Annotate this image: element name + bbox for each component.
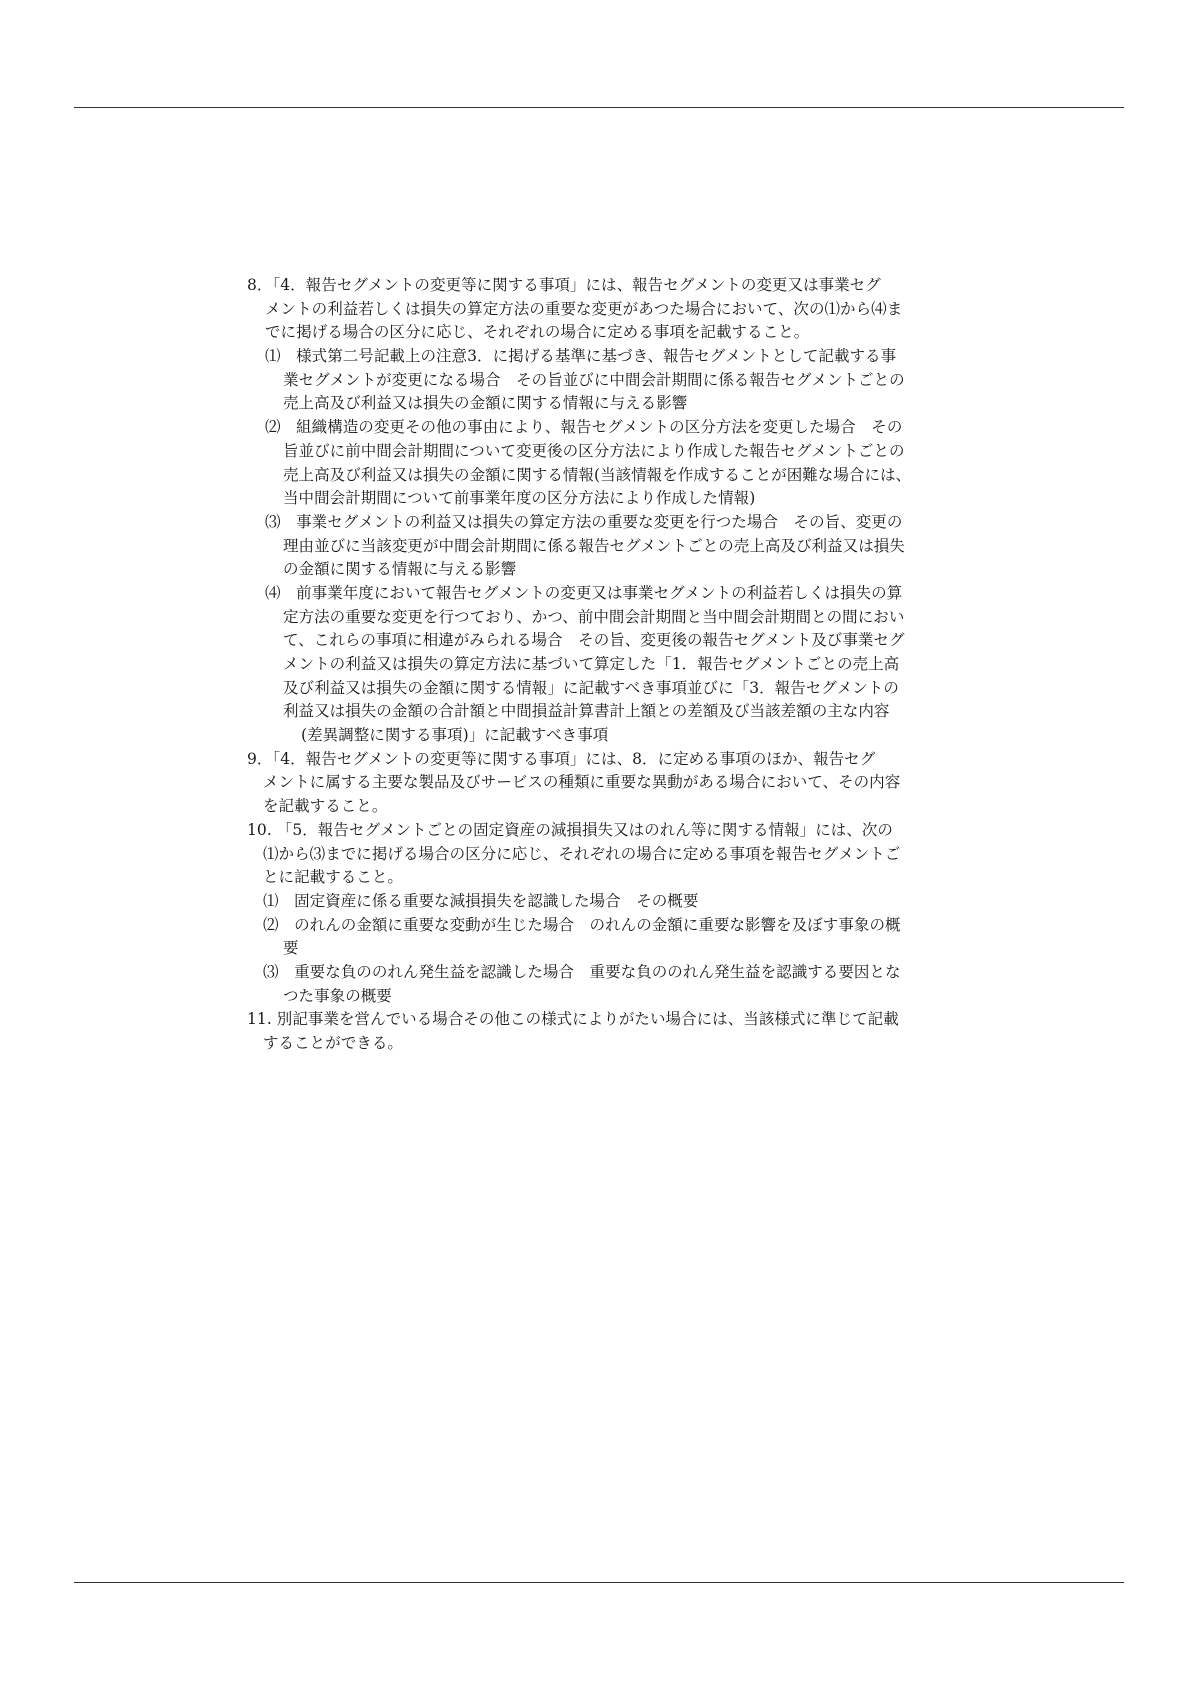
item-10-sub-1-line: ⑴ 固定資産に係る重要な減損損失を認識した場合 その概要	[263, 891, 699, 910]
item-8-sub-3-line: ⑶ 事業セグメントの利益又は損失の算定方法の重要な変更を行つた場合 その旨、変更の	[265, 512, 903, 531]
item-8-sub-1-line: 売上高及び利益又は損失の金額に関する情報に与える影響	[283, 394, 688, 413]
item-8-sub-3-line: 理由並びに当該変更が中間会計期間に係る報告セグメントごとの売上高及び利益又は損失	[283, 536, 905, 555]
item-8-sub-4-line: 定方法の重要な変更を行つており、かつ、前中間会計期間と当中間会計期間との間におい	[283, 607, 905, 626]
item-9-line: 9．「4．報告セグメントの変更等に関する事項」には、8．に定める事項のほか、報告セグ	[247, 749, 876, 768]
item-10-sub-2-line: 要	[283, 939, 299, 958]
item-8-sub-2-line: 旨並びに前中間会計期間について変更後の区分方法により作成した報告セグメントごとの	[283, 441, 905, 460]
item-10-line: ⑴から⑶までに掲げる場合の区分に応じ、それぞれの場合に定める事項を報告セグメントご	[263, 844, 901, 863]
item-10-line: 10. 「5．報告セグメントごとの固定資産の減損損失又はのれん等に関する情報」には、次の	[247, 820, 893, 839]
header-rule	[74, 107, 1124, 108]
item-11-line: 11. 別記事業を営んでいる場合その他この様式によりがたい場合には、当該様式に準じて記載	[247, 1010, 899, 1029]
item-8-sub-4-line: メントの利益又は損失の算定方法に基づいて算定した「1．報告セグメントごとの売上高	[283, 655, 900, 673]
item-8-sub-4-line: 利益又は損失の金額の合計額と中間損益計算書計上額との差額及び当該差額の主な内容	[283, 702, 890, 721]
item-8-sub-4-line: ⑷ 前事業年度において報告セグメントの変更又は事業セグメントの利益若しくは損失の算	[265, 583, 903, 602]
item-8-sub-2-line: ⑵ 組織構造の変更その他の事由により、報告セグメントの区分方法を変更した場合 その	[265, 418, 903, 437]
item-8-sub-4-line: (差異調整に関する事項)」に記載すべき事項	[301, 726, 609, 745]
document-body	[247, 274, 952, 1056]
item-8-sub-4-line: 及び利益又は損失の金額に関する情報」に記載すべき事項並びに「3．報告セグメントの	[283, 678, 899, 697]
item-11-line: することができる。	[263, 1034, 403, 1052]
item-8-sub-2-line: 売上高及び利益又は損失の金額に関する情報(当該情報を作成することが困難な場合には、	[283, 465, 912, 484]
item-8-sub-1-line: 業セグメントが変更になる場合 その旨並びに中間会計期間に係る報告セグメントごとの	[283, 370, 905, 389]
item-8-sub-3-line: の金額に関する情報に与える影響	[283, 560, 517, 579]
item-8-line: でに掲げる場合の区分に応じ、それぞれの場合に定める事項を記載すること。	[265, 323, 810, 342]
item-10-sub-3-line: つた事象の概要	[283, 986, 392, 1005]
item-10-sub-2-line: ⑵ のれんの金額に重要な変動が生じた場合 のれんの金額に重要な影響を及ぼす事象の概	[263, 915, 901, 934]
item-9-line: メントに属する主要な製品及びサービスの種類に重要な異動がある場合において、その内容	[263, 773, 901, 792]
item-10-line: とに記載すること。	[263, 868, 403, 887]
item-8-line: メントの利益若しくは損失の算定方法の重要な変更があつた場合において、次の⑴から⑷ま	[265, 299, 903, 318]
item-8-line: 8．「4．報告セグメントの変更等に関する事項」には、報告セグメントの変更又は事業セグ	[247, 276, 881, 294]
item-8-sub-2-line: 当中間会計期間について前事業年度の区分方法により作成した情報)	[283, 489, 756, 508]
item-8-sub-4-line: て、これらの事項に相違がみられる場合 その旨、変更後の報告セグメント及び事業セグ	[283, 631, 905, 650]
item-9-line: を記載すること。	[263, 797, 388, 816]
item-10-sub-3-line: ⑶ 重要な負ののれん発生益を認識した場合 重要な負ののれん発生益を認識する要因とな	[263, 962, 901, 981]
item-8-sub-1-line: ⑴ 様式第二号記載上の注意3．に掲げる基準に基づき、報告セグメントとして記載する事	[265, 347, 897, 366]
footer-rule	[74, 1582, 1124, 1583]
